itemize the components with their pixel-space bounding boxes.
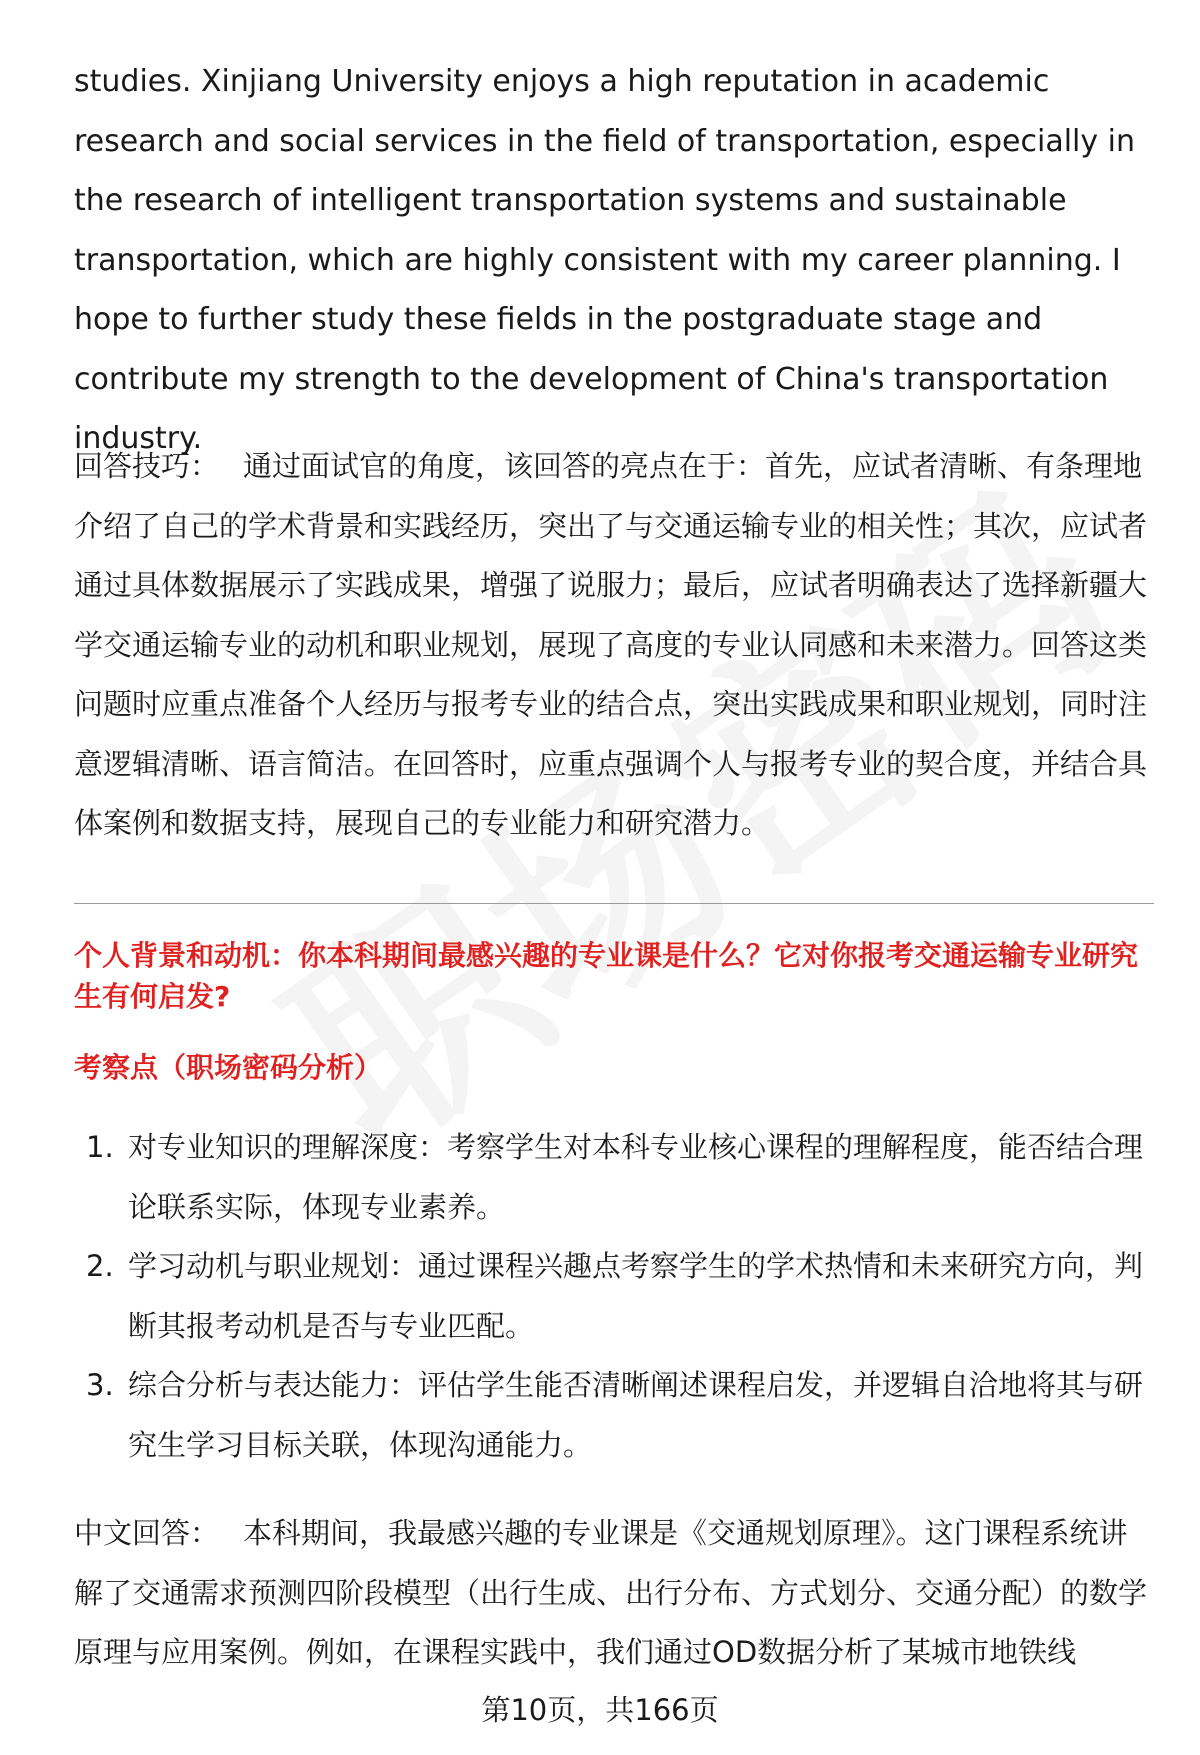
question-heading: 个人背景和动机：你本科期间最感兴趣的专业课是什么？它对你报考交通运输专业研究生有何启发? — [74, 939, 1139, 1013]
list-item-number: 1. — [86, 1130, 114, 1164]
english-paragraph: studies. Xinjiang University enjoys a high reputation in academic research and social services in the field of transportation, especially in the research of intelligent transportation systems and sustainable transportation, which are highly consistent with my career planning. I hope to further study these fields in the postgraduate stage and contribute my strength to the development of China's transportation industry. — [74, 64, 1136, 456]
page-number-footer: 第10页，共166页 — [481, 1693, 719, 1727]
list-item-text: 对专业知识的理解深度：考察学生对本科专业核心课程的理解程度，能否结合理论联系实际，体现专业素养。 — [128, 1130, 1144, 1224]
list-item — [74, 1237, 1154, 1356]
answer-tips-label: 回答技巧： — [74, 449, 220, 483]
chinese-answer-text: 本科期间，我最感兴趣的专业课是《交通规划原理》。这门课程系统讲解了交通需求预测四阶段模型（出行生成、出行分布、方式划分、交通分配）的数学原理与应用案例。例如，在课程实践中，我们通过OD数据分析了某城市地铁线 — [74, 1516, 1148, 1669]
list-item-number: 2. — [86, 1249, 114, 1283]
answer-tips-text: 通过面试官的角度，该回答的亮点在于：首先，应试者清晰、有条理地介绍了自己的学术背景和实践经历，突出了与交通运输专业的相关性；其次，应试者通过具体数据展示了实践成果，增强了说服力；最后，应试者明确表达了选择新疆大学交通运输专业的动机和职业规划，展现了高度的专业认同感和未来潜力。回答这类问题时应重点准备个人经历与报考专业的结合点，突出实践成果和职业规划，同时注意逻辑清晰、语言简洁。在回答时，应重点强调个人与报考专业的契合度，并结合具体案例和数据支持，展现自己的专业能力和研究潜力。 — [74, 449, 1148, 840]
list-item-number: 3. — [86, 1368, 114, 1402]
chinese-answer-paragraph — [74, 1504, 1154, 1683]
list-item-text: 学习动机与职业规划：通过课程兴趣点考察学生的学术热情和未来研究方向，判断其报考动机是否与专业匹配。 — [128, 1249, 1144, 1343]
chinese-answer-label: 中文回答： — [74, 1516, 220, 1550]
list-item — [74, 1356, 1154, 1475]
assessment-points-list — [74, 1118, 1154, 1475]
list-item-text: 综合分析与表达能力：评估学生能否清晰阐述课程启发，并逻辑自洽地将其与研究生学习目标关联，体现沟通能力。 — [128, 1368, 1144, 1462]
section-divider — [74, 903, 1154, 904]
answer-tips-paragraph — [74, 437, 1154, 854]
assessment-points-heading: 考察点（职场密码分析） — [74, 1051, 383, 1084]
list-item — [74, 1118, 1154, 1237]
